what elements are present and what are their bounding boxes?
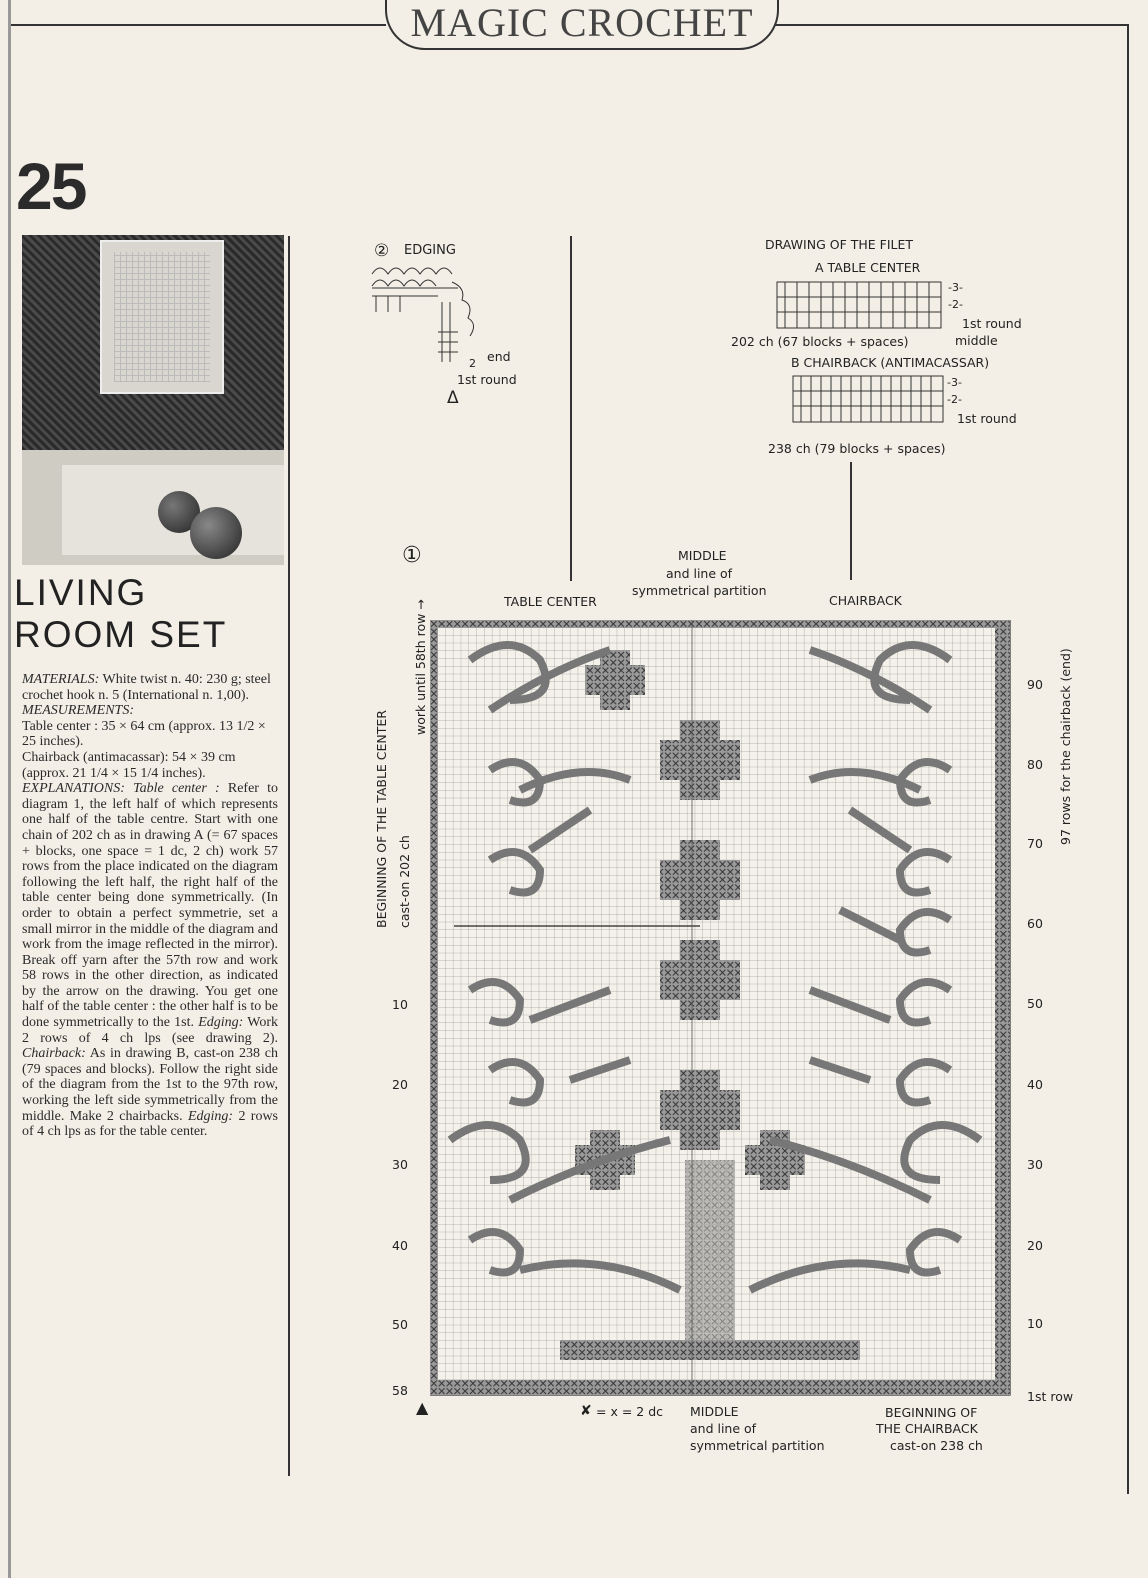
filet-title: DRAWING OF THE FILET — [765, 237, 914, 252]
filet-a-row2: -2- — [948, 298, 963, 311]
chairback-label: Chairback: — [22, 1046, 86, 1062]
legend-x-icon: ✘ — [580, 1403, 592, 1419]
set-title-line2: ROOM SET — [14, 614, 228, 655]
table-center-heading: TABLE CENTER — [504, 594, 597, 609]
column-divider — [288, 236, 290, 1476]
right-tick-50: 50 — [1027, 996, 1043, 1011]
pattern-number: 25 — [16, 149, 86, 223]
edging-end-label: end — [487, 349, 511, 364]
filet-crochet-chart — [430, 620, 1015, 1400]
filet-a-row1: 1st round — [962, 316, 1022, 331]
magazine-title: MAGIC CROCHET — [385, 0, 779, 50]
right-tick-80: 80 — [1027, 757, 1043, 772]
left-tick-20: 20 — [392, 1077, 408, 1092]
beginning-chairback-2: THE CHAIRBACK — [876, 1421, 978, 1436]
right-rule — [1127, 24, 1129, 1494]
set-title — [14, 572, 227, 656]
middle-top-3: symmetrical partition — [632, 583, 767, 598]
set-title-line1: LIVING — [14, 572, 148, 613]
right-tick-10: 10 — [1027, 1316, 1043, 1331]
divider-edging — [570, 236, 572, 581]
edging-first-round: 1st round — [457, 372, 517, 387]
filet-b-label: B CHAIRBACK (ANTIMACASSAR) — [791, 355, 990, 370]
materials-text: White twist n. 40: 230 g; steel crochet hook n. 5 (International n. 1,00). — [22, 672, 271, 703]
filet-a-row3: -3- — [948, 281, 963, 294]
middle-bottom-2: and line of — [690, 1421, 757, 1436]
chairback-rows-vertical-label: 97 rows for the chairback (end) — [1058, 648, 1073, 845]
cast-on-202-vertical-label: cast-on 202 ch — [397, 835, 412, 928]
edging-drawing — [368, 262, 488, 367]
beginning-chairback-1: BEGINNING OF — [885, 1405, 978, 1420]
legend-text: = x = 2 dc — [596, 1404, 663, 1419]
chairback-heading: CHAIRBACK — [829, 593, 902, 608]
edging-title: EDGING — [404, 243, 456, 258]
right-tick-40: 40 — [1027, 1077, 1043, 1092]
left-tick-50: 50 — [392, 1317, 408, 1332]
right-tick-30: 30 — [1027, 1157, 1043, 1172]
explanations-text: Refer to diagram 1, the left half of which represents one half of the table centre. Start with one chain of 202 ch as in drawing A (= 67 spaces + blocks, one space = 1 dc, 2 ch) work 57 rows from the place indicated on the diagram following the left half, the right half of the table center being done symmetrically. (In order to obtain a perfect symmetrie, set a small mirror in the middle of the diagram and work from the image reflected in the mirror). Break off yarn after the 57th row and work 58 rows in the other direction, as indicated by the arrow on the drawing. You get one half of the table center : the other half is to be done symmetrically to the 1st. — [22, 781, 279, 1031]
measurements-table: Table center : 35 × 64 cm (approx. 13 1/2 × 25 inches). — [22, 718, 266, 750]
edging-label: Edging: — [198, 1015, 244, 1031]
beginning-chairback-3: cast-on 238 ch — [890, 1438, 983, 1453]
left-tick-58: 58 — [392, 1383, 408, 1398]
top-rule-right — [774, 24, 1129, 26]
chairback-text: As in drawing B, cast-on 238 ch (79 spaces and blocks). Follow the right side of the diagram from the 1st to the 97th row, working the left side symmetrically from the middle. Make 2 chairbacks. — [22, 1046, 278, 1124]
edging-text: Work 2 rows of 4 ch lps (see drawing 2). — [22, 1015, 279, 1046]
left-tick-30: 30 — [392, 1157, 408, 1172]
edging2-label: Edging: — [187, 1108, 234, 1124]
filet-a-label: A TABLE CENTER — [815, 260, 921, 275]
filet-b-cast: 238 ch (79 blocks + spaces) — [768, 441, 946, 456]
filet-a-cast: 202 ch (67 blocks + spaces) — [731, 334, 909, 349]
explanations-label: EXPLANATIONS: — [22, 781, 125, 797]
filet-b-row1: 1st round — [957, 411, 1017, 426]
divider-filet — [850, 462, 852, 580]
middle-top-1: MIDDLE — [678, 548, 727, 563]
work-until-58-vertical-label: work until 58th row → — [413, 599, 428, 735]
living-room-photo — [22, 235, 284, 565]
instructions-text — [22, 672, 278, 1140]
filet-b-row3: -3- — [947, 376, 962, 389]
table-center-vertical-label: BEGINNING OF THE TABLE CENTER — [374, 710, 389, 928]
filet-b-drawing — [791, 374, 947, 426]
right-tick-60: 60 — [1027, 916, 1043, 931]
right-tick-90: 90 — [1027, 677, 1043, 692]
filet-b-row2: -2- — [947, 393, 962, 406]
filet-middle-label: middle — [955, 333, 998, 348]
diagram-number: ① — [402, 543, 422, 568]
right-tick-70: 70 — [1027, 836, 1043, 851]
edging-number: ② — [374, 241, 390, 261]
right-tick-20: 20 — [1027, 1238, 1043, 1253]
filet-a-drawing — [775, 280, 945, 332]
middle-top-2: and line of — [666, 566, 733, 581]
measurements-chair: Chairback (antimacassar): 54 × 39 cm (approx. 21 1/4 × 15 1/4 inches). — [22, 749, 236, 781]
edging2-text: 2 rows of 4 ch lps as for the table center. — [22, 1108, 278, 1140]
first-row-label: 1st row — [1027, 1389, 1074, 1404]
table-center-label: Table center : — [133, 781, 220, 797]
left-edge — [8, 0, 11, 1578]
measurements-label: MEASUREMENTS: — [22, 703, 134, 719]
chairback-doily-image — [100, 240, 224, 394]
middle-bottom-1: MIDDLE — [690, 1404, 739, 1419]
materials-label: MATERIALS: — [22, 672, 100, 687]
edging-row-num: 2 — [469, 357, 476, 370]
decor-ball-image — [190, 507, 242, 559]
top-rule-left — [10, 24, 386, 26]
left-tick-10: 10 — [392, 997, 408, 1012]
start-arrow-icon: ▲ — [416, 1398, 429, 1417]
middle-bottom-3: symmetrical partition — [690, 1438, 825, 1453]
left-tick-40: 40 — [392, 1238, 408, 1253]
edging-start-marker: Δ — [447, 388, 459, 408]
